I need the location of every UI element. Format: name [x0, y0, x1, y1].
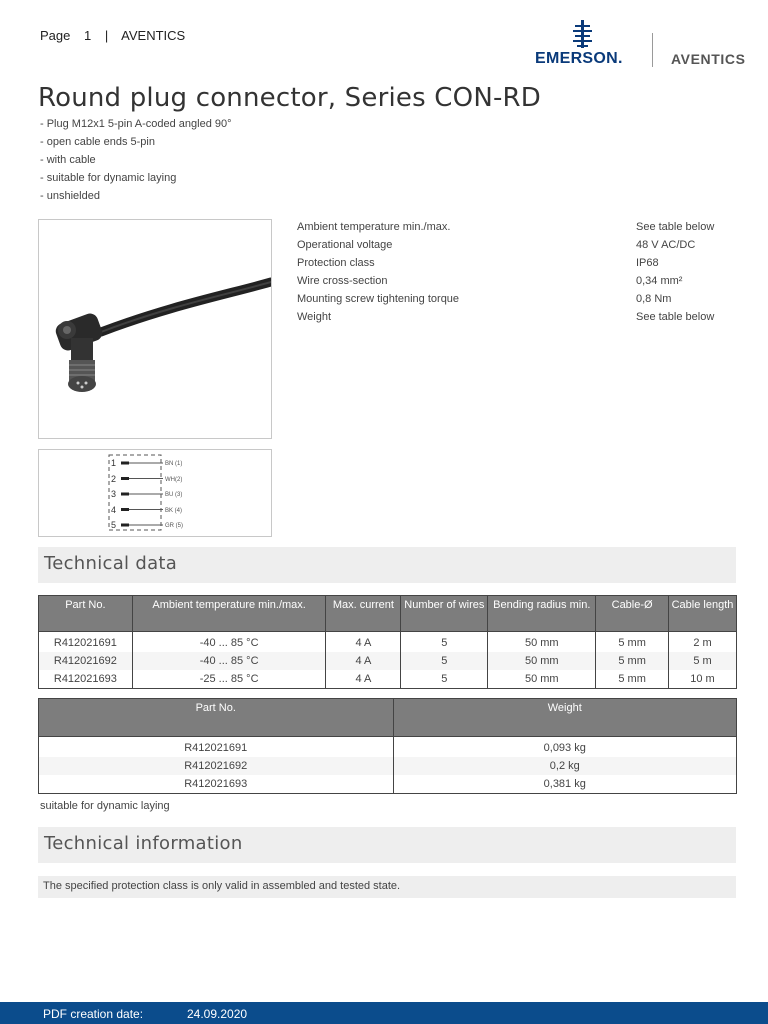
table-cell: 10 m: [669, 670, 737, 689]
spec-key: Ambient temperature min./max.: [297, 221, 451, 233]
footer-label: PDF creation date:: [43, 1007, 144, 1021]
spec-value: 48 V AC/DC: [636, 239, 696, 251]
footer-bar: [0, 1002, 768, 1024]
pinout-diagram-icon: [39, 450, 271, 536]
page-title: Round plug connector, Series CON-RD: [38, 83, 542, 113]
pin-contact: [121, 493, 129, 496]
table-cell: 4 A: [326, 670, 401, 689]
page-number: 1: [84, 28, 92, 43]
table-cell: R412021691: [39, 737, 394, 758]
spec-row: [297, 257, 737, 275]
info-note: [38, 876, 736, 898]
table-row: [39, 670, 737, 689]
table-note: suitable for dynamic laying: [40, 800, 170, 812]
feature-item: - Plug M12x1 5-pin A-coded angled 90°: [40, 118, 232, 130]
spec-row: [297, 293, 737, 311]
column-header: Max. current: [326, 596, 401, 632]
wire-label: BN (1): [165, 461, 183, 467]
column-header: Weight: [393, 699, 737, 737]
footer-date: 24.09.2020: [187, 1007, 248, 1021]
table-cell: R412021691: [39, 632, 133, 653]
table-row: [39, 737, 737, 758]
product-image: [38, 219, 272, 439]
table-cell: 5 mm: [596, 652, 669, 670]
spec-row: [297, 311, 737, 329]
section-title: Technical data: [44, 553, 178, 574]
table-cell: -25 ... 85 °C: [132, 670, 326, 689]
table-cell: 5: [401, 632, 488, 653]
table-cell: -40 ... 85 °C: [132, 652, 326, 670]
table-cell: 50 mm: [488, 632, 596, 653]
pin-contact: [121, 477, 129, 480]
spec-row: [297, 239, 737, 257]
emerson-logo-text: EMERSON.: [535, 50, 623, 67]
info-text: The specified protection class is only valid in assembled and tested state.: [43, 880, 401, 892]
table-cell: 4 A: [326, 652, 401, 670]
technical-data-section: [38, 547, 736, 583]
aventics-logo: AVENTICS: [671, 51, 746, 67]
connector-image-icon: [39, 220, 271, 438]
feature-list: [40, 115, 232, 205]
table-cell: 5: [401, 670, 488, 689]
pin-number: 1: [111, 458, 117, 468]
pin-contact: [121, 462, 129, 465]
feature-item: - suitable for dynamic laying: [40, 172, 177, 184]
table-header-row: [39, 699, 737, 737]
spec-key: Operational voltage: [297, 239, 393, 251]
table-row: [39, 775, 737, 794]
feature-item: - with cable: [40, 154, 96, 166]
table-cell: R412021692: [39, 757, 394, 775]
table-row: [39, 652, 737, 670]
table-cell: 4 A: [326, 632, 401, 653]
wire-label: BU (3): [165, 492, 183, 498]
page-header: [40, 28, 195, 43]
wire-labels: [165, 457, 183, 535]
spec-value: IP68: [636, 257, 659, 269]
spec-key: Wire cross-section: [297, 275, 388, 287]
spec-key: Mounting screw tightening torque: [297, 293, 460, 305]
wire-label: WH(2): [165, 476, 183, 483]
table-cell: 0,093 kg: [393, 737, 737, 758]
wire-label: GR (5): [165, 523, 183, 529]
pin-number: 5: [111, 520, 117, 530]
pin-number: 2: [111, 473, 117, 484]
table-cell: 0,381 kg: [393, 775, 737, 794]
table-cell: 2 m: [669, 632, 737, 653]
pin-contact: [121, 524, 129, 527]
page-label: Page: [40, 28, 71, 43]
header-brand: AVENTICS: [121, 28, 186, 43]
spec-key: Weight: [297, 311, 332, 323]
column-header: Cable length: [669, 596, 737, 632]
column-header: Ambient temperature min./max.: [132, 596, 326, 632]
pin-contact: [121, 508, 129, 511]
spec-value: 0,34 mm²: [636, 275, 683, 287]
spec-key: Protection class: [297, 257, 375, 269]
table-cell: 5 m: [669, 652, 737, 670]
pin-number: 3: [111, 489, 117, 499]
table-row: [39, 757, 737, 775]
header-separator: |: [104, 28, 109, 43]
pin-numbers: [111, 456, 116, 534]
wiring-diagram: [38, 449, 272, 537]
table-cell: 5 mm: [596, 670, 669, 689]
spec-value: See table below: [636, 311, 715, 323]
table-cell: -40 ... 85 °C: [132, 632, 326, 653]
spec-value: See table below: [636, 221, 715, 233]
table-cell: R412021693: [39, 775, 394, 794]
table-cell: R412021693: [39, 670, 133, 689]
spec-row: [297, 221, 737, 239]
table-cell: 0,2 kg: [393, 757, 737, 775]
column-header: Bending radius min.: [488, 596, 596, 632]
logo-divider: [652, 33, 653, 67]
column-header: Part No.: [39, 699, 394, 737]
column-header: Part No.: [39, 596, 133, 632]
column-header: Number of wires: [401, 596, 488, 632]
table-header-row: [39, 596, 737, 632]
section-title: Technical information: [44, 833, 243, 854]
table-cell: 5 mm: [596, 632, 669, 653]
table-cell: R412021692: [39, 652, 133, 670]
emerson-logo: [533, 18, 637, 70]
table-row: [39, 632, 737, 653]
table-cell: 50 mm: [488, 652, 596, 670]
feature-item: - open cable ends 5-pin: [40, 136, 155, 148]
feature-item: - unshielded: [40, 190, 100, 202]
weight-table: [38, 698, 737, 794]
spec-table: [297, 221, 737, 329]
spec-row: [297, 275, 737, 293]
spec-value: 0,8 Nm: [636, 293, 672, 305]
column-header: Cable-Ø: [596, 596, 669, 632]
table-cell: 5: [401, 652, 488, 670]
technical-data-table: [38, 595, 737, 689]
pin-number: 4: [111, 504, 117, 515]
technical-information-section: [38, 827, 736, 863]
wire-label: BK (4): [165, 507, 183, 514]
table-cell: 50 mm: [488, 670, 596, 689]
emerson-emblem-icon: [533, 18, 637, 52]
